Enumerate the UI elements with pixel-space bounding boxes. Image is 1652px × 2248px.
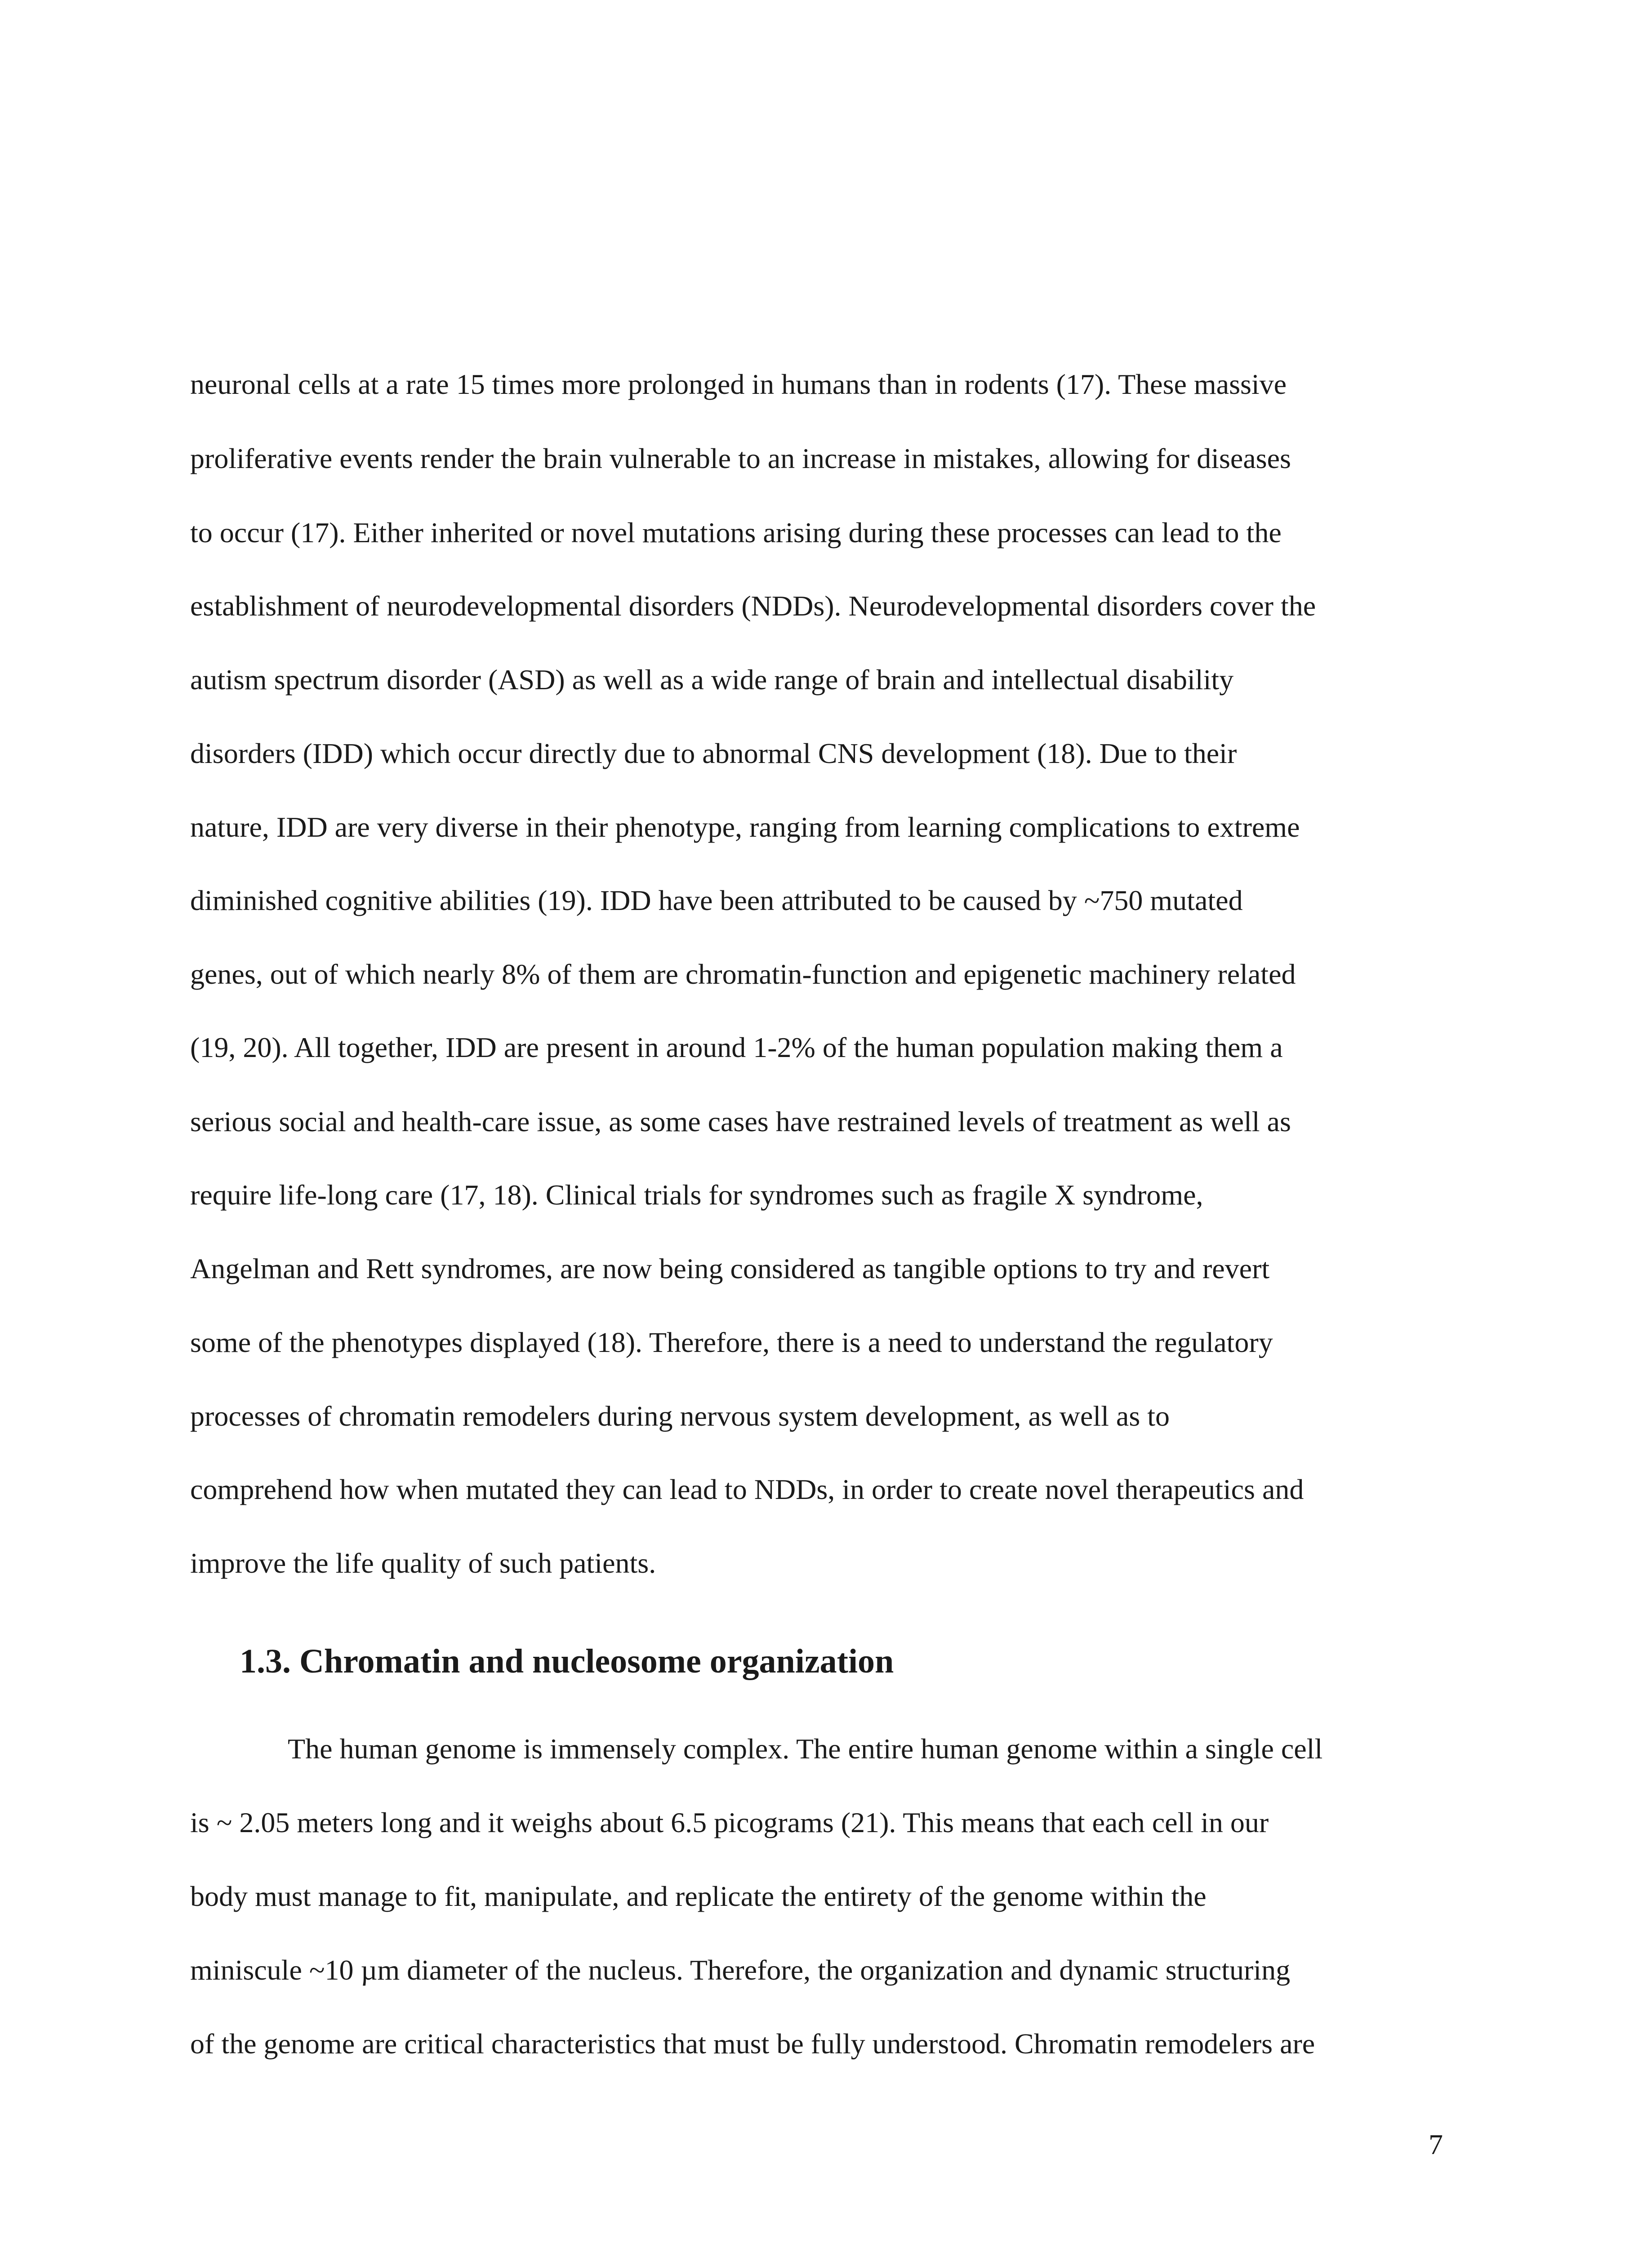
text-line: genes, out of which nearly 8% of them are chromatin-function and epigenetic machinery related [190,958,1296,990]
text-line: serious social and health-care issue, as some cases have restrained levels of treatment as well as [190,1106,1291,1137]
text-line: to occur (17). Either inherited or novel mutations arising during these processes can lead to the [190,517,1282,549]
text-line: disorders (IDD) which occur directly due to abnormal CNS development (18). Due to their [190,737,1237,769]
text-line: diminished cognitive abilities (19). IDD have been attributed to be caused by ~750 mutated [190,884,1243,916]
text-line: Angelman and Rett syndromes, are now being considered as tangible options to try and revert [190,1253,1270,1285]
text-line: improve the life quality of such patients. [190,1547,656,1579]
text-line: The human genome is immensely complex. The entire human genome within a single cell [288,1733,1323,1765]
text-line: establishment of neurodevelopmental disorders (NDDs). Neurodevelopmental disorders cover the [190,590,1316,622]
text-line: require life-long care (17, 18). Clinical trials for syndromes such as fragile X syndrome, [190,1179,1203,1211]
text-line: body must manage to fit, manipulate, and replicate the entirety of the genome within the [190,1880,1207,1912]
text-line: is ~ 2.05 meters long and it weighs about 6.5 picograms (21). This means that each cell in our [190,1806,1269,1838]
text-line: autism spectrum disorder (ASD) as well as a wide range of brain and intellectual disability [190,664,1234,696]
text-line: miniscule ~10 µm diameter of the nucleus. Therefore, the organization and dynamic structuring [190,1954,1291,1986]
text-line: neuronal cells at a rate 15 times more prolonged in humans than in rodents (17). These massive [190,368,1287,400]
page-number: 7 [1429,2128,1443,2160]
section-heading: 1.3. Chromatin and nucleosome organization [240,1642,894,1680]
text-line: of the genome are critical characteristics that must be fully understood. Chromatin remodelers are [190,2028,1315,2060]
text-line: comprehend how when mutated they can lead to NDDs, in order to create novel therapeutics and [190,1473,1304,1505]
text-line: processes of chromatin remodelers during nervous system development, as well as to [190,1400,1170,1432]
text-line: proliferative events render the brain vulnerable to an increase in mistakes, allowing for diseases [190,442,1291,474]
text-line: some of the phenotypes displayed (18). Therefore, there is a need to understand the regulatory [190,1326,1273,1358]
text-line: nature, IDD are very diverse in their phenotype, ranging from learning complications to extreme [190,811,1300,843]
text-line: (19, 20). All together, IDD are present in around 1-2% of the human population making them a [190,1031,1283,1063]
